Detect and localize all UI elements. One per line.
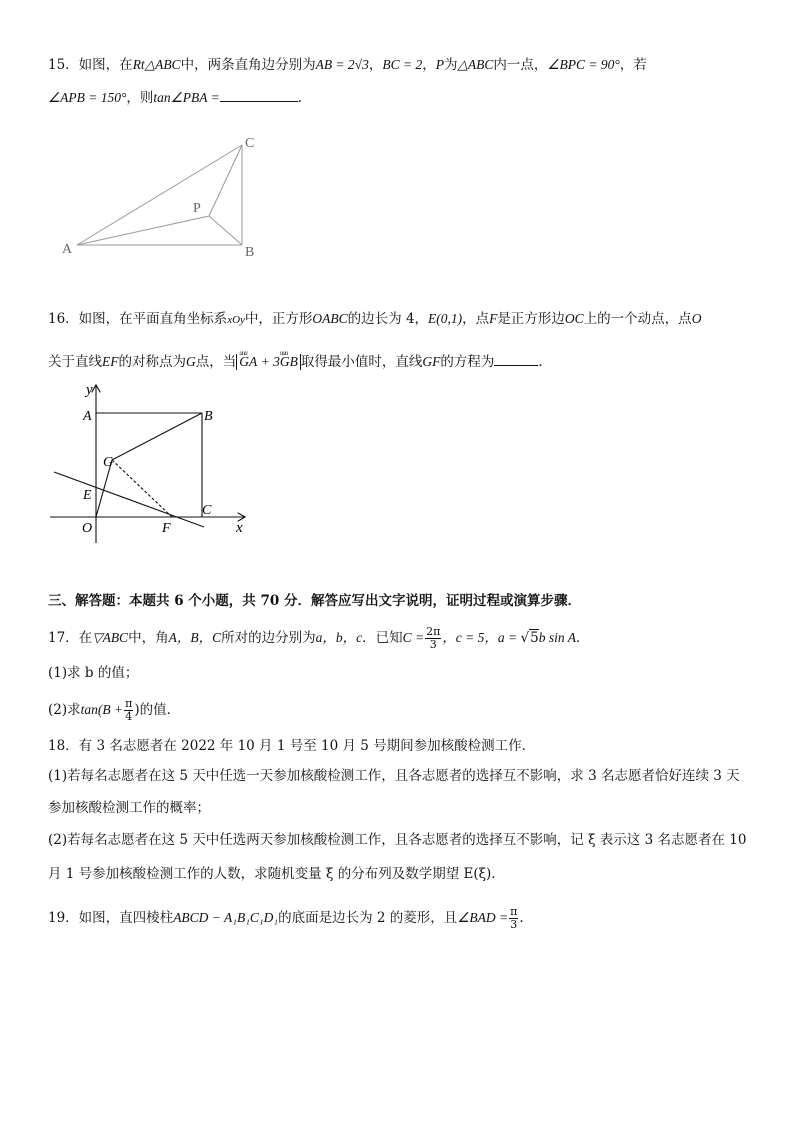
fig16-label-x: x (236, 520, 243, 536)
q15-line2: ∠APB = 150°，则tan∠PBA = ． (48, 90, 312, 106)
fig15-label-c: C (245, 136, 255, 151)
q17-line1: 17．在▽ABC中，角A，B，C所对的边分别为a，b，c．已知C = $\frac{2\pi}{3}$ ，c = 5，a = √5b sin A． (48, 625, 590, 651)
answer-blank-16[interactable] (494, 352, 538, 366)
fig16-label-y: y (86, 382, 93, 398)
q17-part1: (1)求 b 的值； (48, 665, 139, 681)
fig16-label-c: C (202, 503, 212, 518)
q17-part2: (2)求tan(B + $\frac{\pi}{4}$ )的值． (48, 697, 181, 723)
fig15-label-a: A (62, 242, 73, 257)
answer-blank-15[interactable] (220, 88, 298, 102)
figure-15 (52, 128, 272, 288)
fraction-pi-3: $\frac{\pi}{3}$ (510, 905, 518, 931)
fig16-line-ef (54, 472, 204, 527)
fig16-line-gf (112, 460, 172, 517)
section-3-title: 三、解答题：本题共 6 个小题，共 70 分．解答应写出文字说明，证明过程或演算步骤． (48, 593, 581, 609)
fig16-line-gb (112, 413, 202, 460)
fig16-label-o: O (82, 521, 93, 536)
q18-line1: 18．有 3 名志愿者在 2022 年 10 月 1 号至 10 月 5 号期间参加核酸检测工作． (48, 738, 536, 754)
q16-line2: 关于直线EF的对称点为G点，当uuu GA + 3uuu GB 取得最小值时，直线GF的方程为 ． (48, 352, 552, 371)
fig16-label-e: E (83, 488, 92, 503)
fig15-label-b: B (245, 245, 255, 260)
fig16-label-a: A (83, 409, 92, 424)
q19-line1: 19．如图，直四棱柱ABCD − A₁B₁C₁D₁的底面是边长为 2 的菱形，且∠BAD = $\frac{\pi}{3}$ . (48, 905, 524, 931)
figure-16 (48, 380, 258, 550)
fraction-2pi-3: $\frac{2\pi}{3}$ (426, 625, 441, 651)
q18-part1-line1: (1)若每名志愿者在这 5 天中任选一天参加核酸检测工作，且各志愿者的选择互不影响，求 3 名志愿者恰好连续 3 天 (48, 768, 740, 784)
fig16-label-g: G (103, 455, 114, 470)
fraction-pi-4: $\frac{\pi}{4}$ (125, 697, 133, 723)
fig15-label-p: P (193, 201, 201, 216)
q15-line1: 15．如图，在Rt△ABC中，两条直角边分别为AB = 2√3，BC = 2，P为△ABC内一点，∠BPC = 90°，若 (48, 57, 647, 73)
fig16-label-f: F (162, 521, 171, 536)
q18-part2-line1: (2)若每名志愿者在这 5 天中任选两天参加核酸检测工作，且各志愿者的选择互不影响，记 ξ 表示这 3 名志愿者在 10 (48, 832, 747, 848)
q16-line1: 16．如图，在平面直角坐标系xOy中，正方形OABC的边长为 4，E(0,1)，点F是正方形边OC上的一个动点，点O (48, 311, 702, 327)
q18-part2-line2: 月 1 号参加核酸检测工作的人数，求随机变量 ξ 的分布列及数学期望 E(ξ)． (48, 866, 505, 882)
fig16-label-b: B (204, 409, 213, 424)
abs-expression: uuu GA + 3uuu GB (236, 354, 301, 370)
q18-part1-line2: 参加核酸检测工作的概率； (48, 800, 210, 816)
